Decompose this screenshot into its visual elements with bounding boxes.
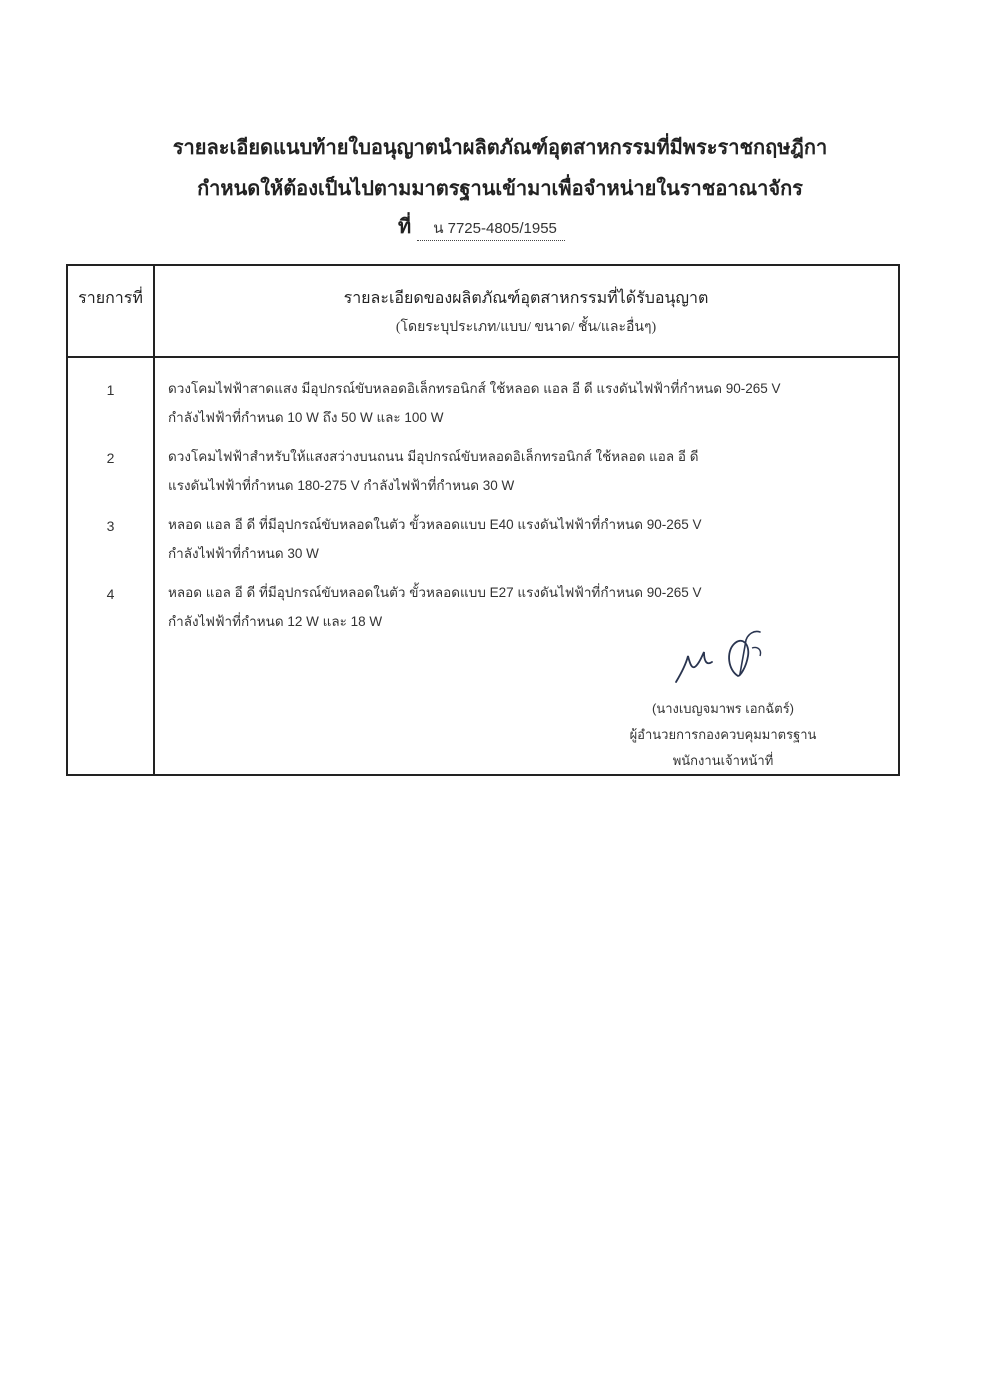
signatory-title: ผู้อำนวยการกองควบคุมมาตรฐาน bbox=[629, 727, 817, 742]
row-detail-line-1: หลอด แอล อี ดี ที่มีอุปกรณ์ขับหลอดในตัว ขั้วหลอดแบบ E40 แรงดันไฟฟ้าที่กำหนด 90-265 V bbox=[168, 517, 702, 532]
row-detail-line-2: กำลังไฟฟ้าที่กำหนด 12 W และ 18 W bbox=[168, 614, 383, 629]
row-number: 4 bbox=[106, 586, 115, 602]
signatory-role: พนักงานเจ้าหน้าที่ bbox=[672, 753, 774, 768]
row-detail-line-1: ดวงโคมไฟฟ้าสำหรับให้แสงสว่างบนถนน มีอุปกรณ์ขับหลอดอิเล็กทรอนิกส์ ใช้หลอด แอล อี ดี bbox=[168, 449, 699, 464]
table-row bbox=[168, 374, 888, 432]
permit-number-line bbox=[398, 210, 565, 242]
column-divider bbox=[153, 266, 155, 774]
document-title-line-1: รายละเอียดแนบท้ายใบอนุญาตนำผลิตภัณฑ์อุตสาหกรรมที่มีพระราชกฤษฎีกา bbox=[172, 135, 828, 159]
product-details-table bbox=[66, 264, 900, 776]
table-row bbox=[168, 510, 888, 568]
document-title-line-2: กำหนดให้ต้องเป็นไปตามมาตรฐานเข้ามาเพื่อจำหน่ายในราชอาณาจักร bbox=[197, 176, 803, 200]
handwritten-signature bbox=[668, 626, 788, 696]
header-divider bbox=[68, 356, 898, 358]
row-detail-line-2: กำลังไฟฟ้าที่กำหนด 30 W bbox=[168, 546, 319, 561]
column-header-details: รายละเอียดของผลิตภัณฑ์อุตสาหกรรมที่ได้รับอนุญาต bbox=[343, 290, 709, 307]
row-detail-line-1: ดวงโคมไฟฟ้าสาดแสง มีอุปกรณ์ขับหลอดอิเล็กทรอนิกส์ ใช้หลอด แอล อี ดี แรงดันไฟฟ้าที่กำหนด 90-265 V bbox=[168, 381, 781, 396]
column-header-item-number: รายการที่ bbox=[78, 290, 143, 307]
row-detail-line-1: หลอด แอล อี ดี ที่มีอุปกรณ์ขับหลอดในตัว ขั้วหลอดแบบ E27 แรงดันไฟฟ้าที่กำหนด 90-265 V bbox=[168, 585, 702, 600]
table-row bbox=[168, 442, 888, 500]
row-detail-line-2: แรงดันไฟฟ้าที่กำหนด 180-275 V กำลังไฟฟ้าที่กำหนด 30 W bbox=[168, 478, 515, 493]
row-number: 3 bbox=[106, 518, 115, 534]
row-number: 2 bbox=[106, 450, 115, 466]
permit-label: ที่ bbox=[398, 214, 412, 238]
signatory-name: (นางเบญจมาพร เอกฉัตร์) bbox=[651, 701, 795, 716]
row-detail-line-2: กำลังไฟฟ้าที่กำหนด 10 W ถึง 50 W และ 100 W bbox=[168, 410, 444, 425]
row-number: 1 bbox=[106, 382, 115, 398]
permit-number: น 7725-4805/1955 bbox=[417, 216, 565, 241]
column-subheader-details: (โดยระบุประเภท/แบบ/ ขนาด/ ชั้น/และอื่นๆ) bbox=[395, 320, 657, 335]
